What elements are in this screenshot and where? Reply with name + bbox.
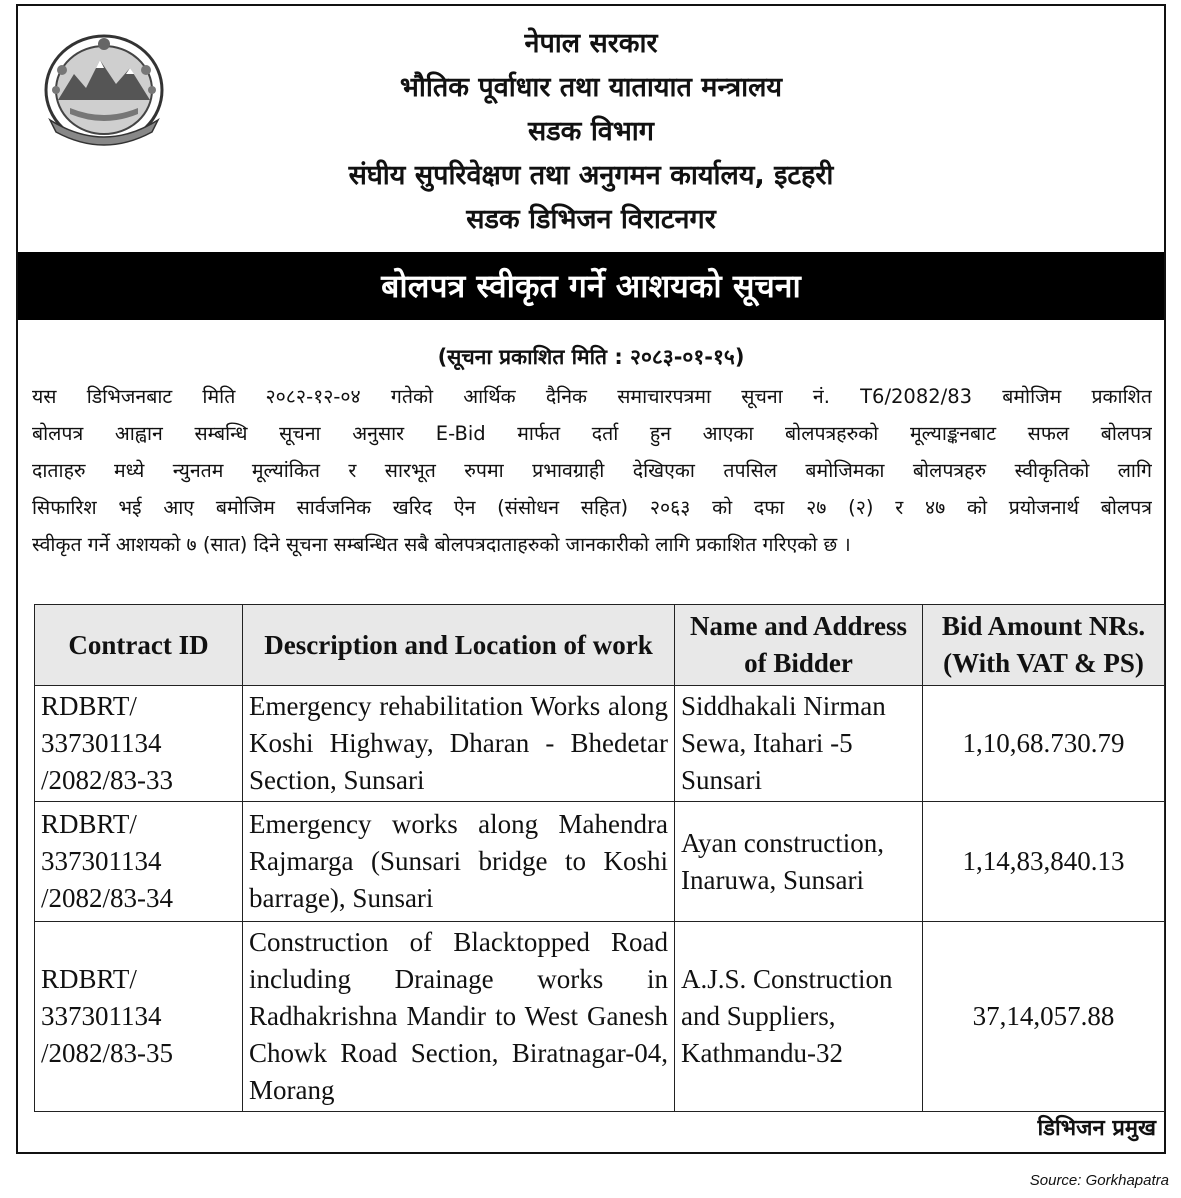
- table-row: [35, 686, 1165, 802]
- amount-cell: 1,10,68.730.79: [923, 686, 1165, 802]
- header-division: सडक डिभिजन विराटनगर: [466, 204, 716, 235]
- header-office: संघीय सुपरिवेक्षण तथा अनुगमन कार्यालय, इटहरी: [348, 160, 834, 191]
- contract-id-cell: RDBRT/ 337301134 /2082/83-35: [35, 922, 243, 1112]
- contract-id-cell: RDBRT/ 337301134 /2082/83-34: [35, 802, 243, 922]
- col-header-contract-id: Contract ID: [35, 605, 243, 686]
- description-cell: Emergency rehabilitation Works along Koshi Highway, Dharan - Bhedetar Section, Sunsari: [243, 686, 675, 802]
- notice-frame: [16, 4, 1166, 1154]
- body-line: दाताहरु मध्ये न्युनतम मूल्यांकित र सारभूत रुपमा प्रभावग्राही देखिएका तपसिल बमोजिमका बोलपत्रहरु स्वीकृतिको लागि: [32, 459, 1152, 482]
- notice-body: [32, 378, 1152, 563]
- table-row: [35, 922, 1165, 1112]
- col-header-amount: Bid Amount NRs. (With VAT & PS): [923, 605, 1165, 686]
- body-line: स्वीकृत गर्ने आशयको ७ (सात) दिने सूचना सम्बन्धित सबै बोलपत्रदाताहरुको जानकारीको लागि प्रकाशित गरिएको छ ।: [32, 533, 851, 556]
- amount-cell: 1,14,83,840.13: [923, 802, 1165, 922]
- office-header: [18, 22, 1164, 242]
- amount-cell: 37,14,057.88: [923, 922, 1165, 1112]
- col-header-bidder: Name and Address of Bidder: [675, 605, 923, 686]
- contract-id-cell: RDBRT/ 337301134 /2082/83-33: [35, 686, 243, 802]
- bid-table: [34, 604, 1165, 1112]
- description-cell: Emergency works along Mahendra Rajmarga (Sunsari bridge to Koshi barrage), Sunsari: [243, 802, 675, 922]
- bidder-cell: Ayan construction, Inaruwa, Sunsari: [675, 802, 923, 922]
- body-line: सिफारिश भई आए बमोजिम सार्वजनिक खरिद ऐन (संसोधन सहित) २०६३ को दफा २७ (२) र ४७ को प्रयोजनार्थ बोलपत्र: [32, 496, 1152, 519]
- table-row: [35, 802, 1165, 922]
- description-cell: Construction of Blacktopped Road including Drainage works in Radhakrishna Mandir to West Ganesh Chowk Road Section, Biratnagar-04, Morang: [243, 922, 675, 1112]
- source-credit: Source: Gorkhapatra: [1029, 1172, 1169, 1189]
- header-department: सडक विभाग: [527, 116, 654, 147]
- table-header-row: [35, 605, 1165, 686]
- body-line: यस डिभिजनबाट मिति २०८२-१२-०४ गतेको आर्थिक दैनिक समाचारपत्रमा सूचना नं. T6/2082/83 बमोजिम प्रकाशित: [32, 385, 1152, 408]
- signature-division-chief: डिभिजन प्रमुख: [1037, 1116, 1156, 1141]
- bidder-cell: A.J.S. Construction and Suppliers, Kathmandu-32: [675, 922, 923, 1112]
- header-ministry: भौतिक पूर्वाधार तथा यातायात मन्त्रालय: [399, 72, 783, 103]
- col-header-description: Description and Location of work: [243, 605, 675, 686]
- header-government: नेपाल सरकार: [524, 28, 658, 59]
- publication-date: (सूचना प्रकाशित मिति : २०८३-०१-१५): [437, 345, 745, 369]
- bidder-cell: Siddhakali Nirman Sewa, Itahari -5 Sunsari: [675, 686, 923, 802]
- notice-title: बोलपत्र स्वीकृत गर्ने आशयको सूचना: [18, 252, 1164, 320]
- body-line: बोलपत्र आह्वान सम्बन्धि सूचना अनुसार E-Bid मार्फत दर्ता हुन आएका बोलपत्रहरुको मूल्याङ्कनबाट सफल बोलपत्र: [32, 422, 1152, 445]
